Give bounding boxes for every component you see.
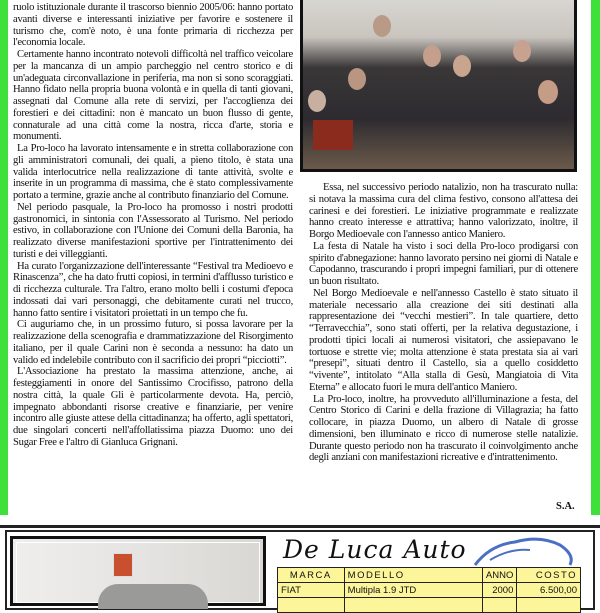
showroom-photo [10, 536, 266, 606]
paragraph: ruolo istituzionale durante il trascorso biennio 2005/06: hanno portato avanti diverse e interessanti iniziative per favorire e sostenere il turismo che, com'è noto, è una fonte primaria di ricchezza per l'economia locale. [13, 2, 293, 49]
paragraph: Ha curato l'organizzazione dell'interessante “Festival tra Medioevo e Rinascenza”, che ha dato frutti copiosi, in termini d'afflusso turistico e di ricchezza culturale. Tra l'altro, erano molto belli i costumi d'epoca indossati dai vari personaggi, che debitamente curati nel trucco, hanno fatto sentire i visitatori proiettati in un tempo che fu. [13, 260, 293, 319]
green-border-left [0, 0, 8, 515]
car-logo-icon [470, 530, 580, 570]
price-table [277, 567, 581, 613]
cell-marca: FIAT [278, 583, 345, 598]
brand-logo: De Luca Auto [283, 535, 467, 564]
article-left-column [13, 2, 293, 449]
table-header-row [278, 568, 581, 583]
paragraph: La Pro-loco ha lavorato intensamente e in stretta collaborazione con gli amministratori comunali, dei quali, a pieno titolo, è stata una valida interlocutrice nella realizzazione di tante attività, svolte e inserite in un programma di massima, che è stato complessivamente portato a termine, grazie anche al contributo finanziario del Comune. [13, 143, 293, 201]
paragraph: Essa, nel successivo periodo natalizio, non ha trascurato nulla: si notava la massima cura del clima festivo, consono all'attesa dei carinesi e dei forestieri. Le iniziative programmate e realizzate hanno creato interesse e attrattiva; hanno valorizzato, inoltre, il Borgo Medioevale con l'annesso antico Maniero. [309, 182, 578, 240]
cell-modello: Multipla 1.9 JTD [344, 583, 482, 598]
paragraph: L'Associazione ha prestato la massima attenzione, anche, ai festeggiamenti in onore del Santissimo Crocifisso, patrono della nostra città, la quale Gli è particolarmente devota. Ha, perciò, impegnato abbondanti risorse creative e finanziarie, per venire incontro alle giuste attese della cittadinanza; ha offerto, agli spettatori, due singolari concerti nell'affollatissima piazza Duomo: uno dei Sugar Free e l'altro di Gianluca Grignani. [13, 366, 293, 448]
cell-costo: 6.500,00 [517, 583, 581, 598]
cell-anno: 2000 [482, 583, 516, 598]
author-signature: S.A. [556, 501, 575, 512]
article-right-column [309, 182, 578, 464]
column-header: COSTO [517, 568, 581, 583]
column-header: MODELLO [344, 568, 482, 583]
column-header: MARCA [278, 568, 345, 583]
column-header: ANNO [482, 568, 516, 583]
paragraph: Nel Borgo Medioevale e nell'annesso Castello è stato situato il materiale necessario alla creazione dei siti destinati alla rappresentazione dei “vecchi mestieri”. In tale quartiere, detto “Terravecchia”, sono stati offerti, per la relativa degustazione, i prodotti tipici locali ai numerosi visitatori, che assiepavano le tortuose e strette vie; molta attenzione è stata prestata sia ai vari “presepi”, situati dentro il Castello, sia a quello cosiddetto “vivente”, intitolato “Alla stalla di Gesù, Mangiatoia di Vita Eterna” e allocato fuori le mura dell'antico Maniero. [309, 287, 578, 393]
paragraph: Ci auguriamo che, in un prossimo futuro, si possa lavorare per la realizzazione della scenografia e drammatizzazione del Risorgimento italiano, per il quale Carini non è seconda a nessuno: ha dato un valido ed indelebile contributo con il sacrificio dei propri “picciotti”. [13, 319, 293, 366]
green-border-right [591, 0, 600, 515]
paragraph: Nel periodo pasquale, la Pro-loco ha promosso i nostri prodotti gastronomici, in sintonia con l'Assessorato al Turismo. Nel periodo estivo, in collaborazione con l'Unione dei Comuni della Baronia, ha realizzato diverse manifestazioni sportive per l'intrattenimento dei turisti e dei villeggianti. [13, 201, 293, 260]
paragraph: La festa di Natale ha visto i soci della Pro-loco prodigarsi con spirito d'abnegazione: hanno lavorato persino nei giorni di Natale e Capodanno, trascurando i propri impegni familiari, pur di ottenere un buon risultato. [309, 240, 578, 287]
paragraph: La Pro-loco, inoltre, ha provveduto all'illuminazione a festa, del Centro Storico di Carini e della frazione di Villagrazia; ha fatto collocare, in piazza Duomo, un albero di Natale di grosse dimensioni, ben illuminato e ricco di numerose stelle natalizie. Durante questo periodo non ha trascurato il coinvolgimento anche degli anziani con manifestazioni ricreative e d'intrattenimento. [309, 393, 578, 464]
group-photo [300, 0, 577, 172]
table-row [278, 583, 581, 598]
paragraph: Certamente hanno incontrato notevoli difficoltà nel traffico veicolare per la mancanza di un ampio parcheggio nel centro storico e di un'adeguata circonvallazione in periferia, ma non si sono scoraggiati. Hanno fidato nella propria buona volontà e in quella di tanti giovani, assegnati dal Comune alla rete di servizi, per l'accoglienza dei forestieri e dei cittadini: non è mancato un buon flusso di gente, connaturale ad una città come la nostra, ricca d'arte, storia e monumenti. [13, 49, 293, 143]
